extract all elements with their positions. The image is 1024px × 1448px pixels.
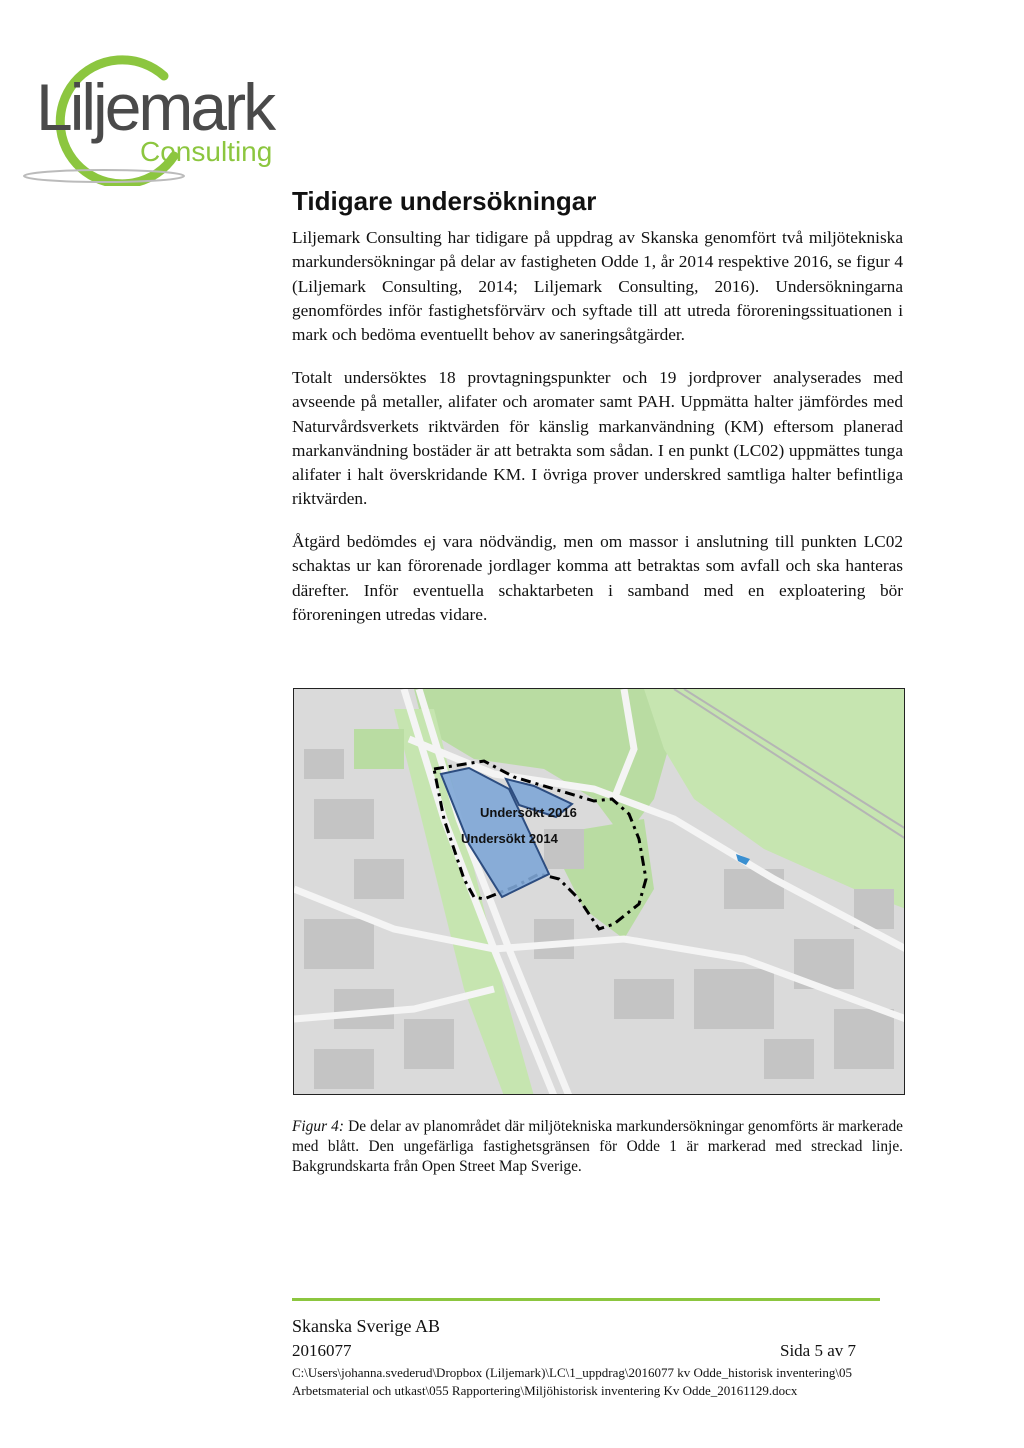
figure-map xyxy=(293,688,905,1095)
label-undersokt-2016: Undersökt 2016 xyxy=(480,805,577,820)
company-logo xyxy=(14,36,274,186)
footer-project-number: 2016077 xyxy=(292,1341,352,1360)
label-undersokt-2014: Undersökt 2014 xyxy=(461,831,558,846)
figure-number: Figur 4: xyxy=(292,1118,344,1135)
figure-caption xyxy=(292,1117,903,1177)
logo-subtitle: Consulting xyxy=(140,136,273,167)
logo-name: Liljemark xyxy=(36,70,274,144)
green-area xyxy=(354,729,404,769)
paragraph-recommendation: Åtgärd bedömdes ej vara nödvändig, men om massor i anslutning till punkten LC02 schaktas ur kan förorenade jordlager komma att betraktas som avfall och ska hanteras därefter. Inför eventuella schaktarbeten i samband med en exploatering bör föroreningen utredas vidare. xyxy=(292,532,903,624)
caption-text: De delar av planområdet där miljötekniska markundersökningar genomförts är markerade med blått. Den ungefärliga fastighetsgränsen för Odde 1 är markerad med streckad linje. Bakgrundskarta från Open Street Map Sverige. xyxy=(292,1118,903,1175)
footer-company: Skanska Sverige AB xyxy=(292,1316,440,1336)
footer-file-path xyxy=(292,1364,892,1400)
footer-path-line-2: Arbetsmaterial och utkast\055 Rapportering\Miljöhistorisk inventering Kv Odde_20161129.docx xyxy=(292,1383,798,1398)
paragraph-previous-surveys: Liljemark Consulting har tidigare på uppdrag av Skanska genomfört två miljötekniska markundersökningar på delar av fastigheten Odde 1, år 2014 respektive 2016, se figur 4 (Liljemark Consulting, 2014; Liljemark Consulting, 2016). Undersökningarna genomfördes inför fastighetsförvärv och syftade till att utreda föroreningssituationen i mark och bedöma eventuellt behov av saneringsåtgärder. xyxy=(292,228,903,345)
footer-page-number: Sida 5 av 7 xyxy=(780,1341,857,1360)
footer-path-line-1: C:\Users\johanna.svederud\Dropbox (Liljemark)\LC\1_uppdrag\2016077 kv Odde_historisk inventering\05 xyxy=(292,1365,852,1380)
map-graphic xyxy=(294,689,905,1095)
section-heading: Tidigare undersökningar xyxy=(292,186,597,216)
footer-divider xyxy=(292,1298,880,1301)
paragraph-survey-results: Totalt undersöktes 18 provtagningspunkter och 19 jordprover analyserades med avseende på metaller, alifater och aromater samt PAH. Uppmätta halter jämfördes med Naturvårdsverkets riktvärden för känslig markanvändning (KM) eftersom planerad markanvändning bostäder är att betrakta som sådan. I en punkt (LC02) uppmättes tunga alifater i halt överskridande KM. I övriga prover underskred samtliga halter befintliga riktvärden. xyxy=(292,368,903,509)
